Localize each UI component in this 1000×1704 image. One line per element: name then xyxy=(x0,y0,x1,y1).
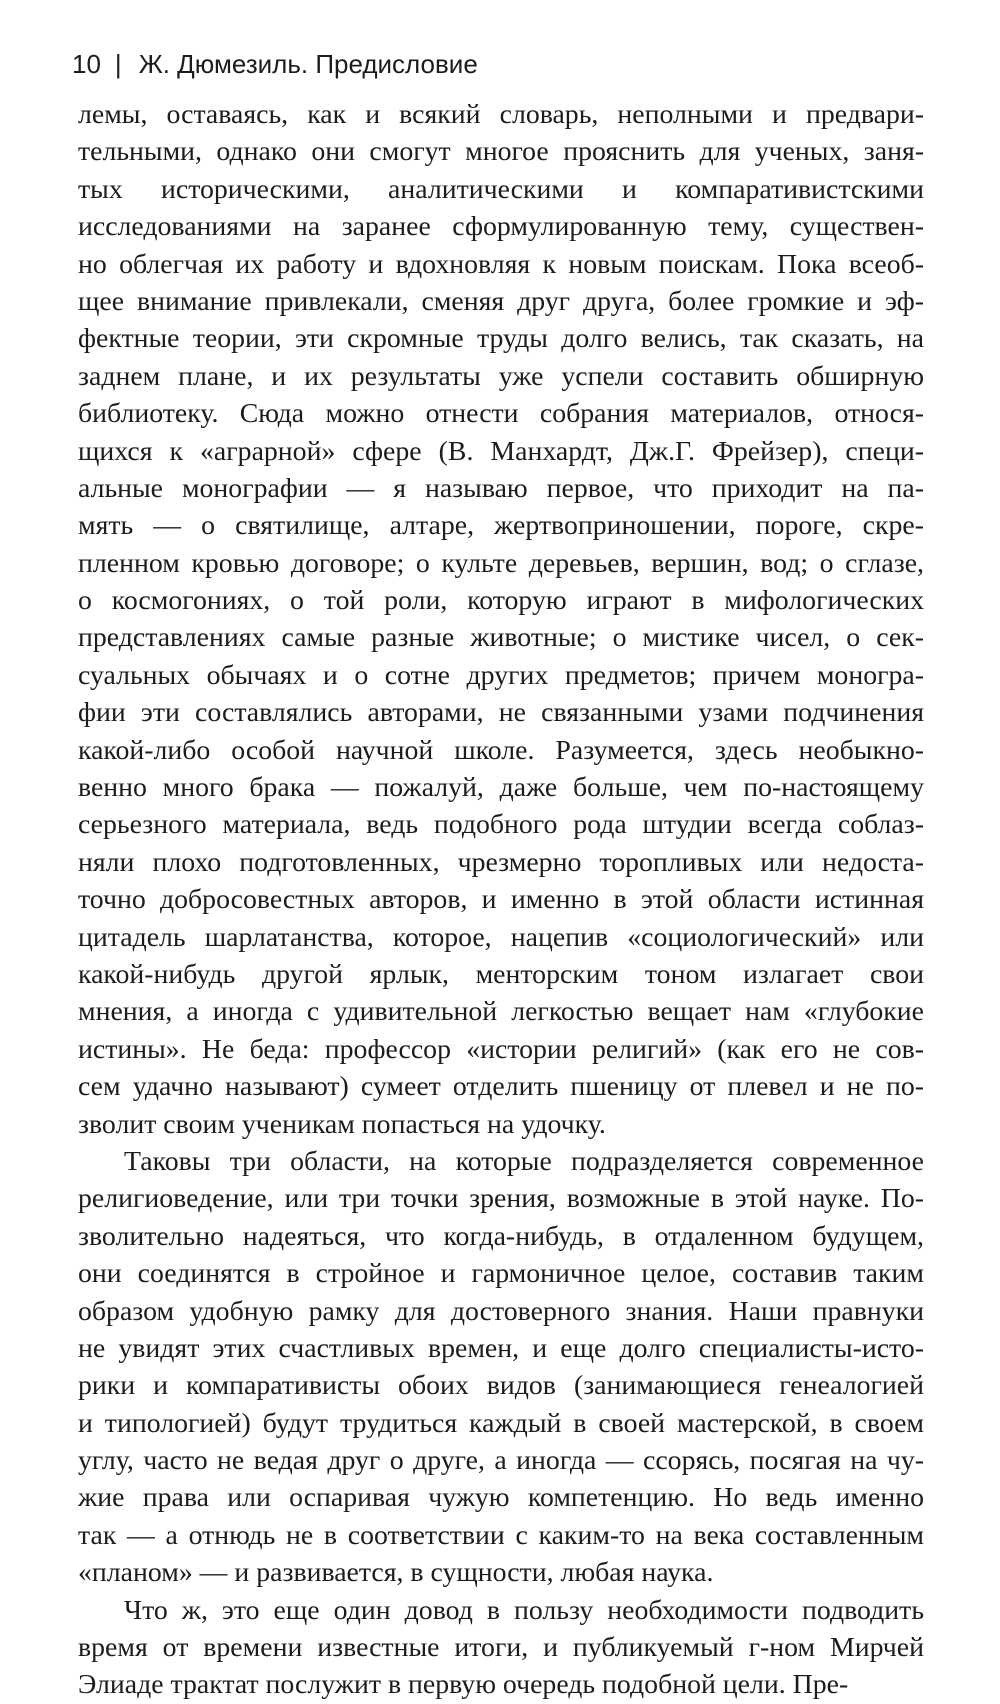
text-line: «планом» — и развивается, в сущности, любая наука. xyxy=(78,1557,714,1589)
text-line: время от времени известные итоги, и публикуемый г-ном Мирчей xyxy=(78,1632,924,1664)
page-number: 10 xyxy=(72,48,101,79)
text-line: о космогониях, о той роли, которую играют в мифологических xyxy=(78,585,924,617)
text-line: религиоведение, или три точки зрения, возможные в этой науке. По- xyxy=(78,1183,924,1215)
text-line: лемы, оставаясь, как и всякий словарь, неполными и предвари- xyxy=(78,99,924,130)
text-line: библиотеку. Сюда можно отнести собрания материалов, относя- xyxy=(78,398,924,430)
text-line: углу, часто не ведая друг о друге, а иногда — ссорясь, посягая на чу- xyxy=(78,1445,924,1477)
text-line: мнения, а иногда с удивительной легкостью вещает нам «глубокие xyxy=(78,996,924,1028)
text-line: жие права или оспаривая чужую компетенцию. Но ведь именно xyxy=(78,1482,924,1514)
text-line: пленном кровью договоре; о культе деревьев, вершин, вод; о сглазе, xyxy=(78,547,924,579)
text-line: точно добросовестных авторов, и именно в этой области истинная xyxy=(78,884,924,916)
paragraph xyxy=(78,96,924,1143)
text-line: альные монографии — я называю первое, что приходит на па- xyxy=(78,472,924,504)
text-line: не увидят этих счастливых времен, и еще долго специалисты-исто- xyxy=(78,1332,924,1364)
text-line: зволит своим ученикам попасться на удочку. xyxy=(78,1108,606,1140)
text-line: представлениях самые разные животные; о мистике чисел, о сек- xyxy=(78,622,924,654)
text-line: венно много брака — пожалуй, даже больше, чем по-настоящему xyxy=(78,772,924,804)
text-line: няли плохо подготовленных, чрезмерно торопливых или недоста- xyxy=(78,846,924,878)
text-line: щее внимание привлекали, сменяя друг друга, более громкие и эф- xyxy=(78,285,924,317)
paragraph xyxy=(78,1143,924,1592)
text-line: какой-либо особой научной школе. Разумеется, здесь необыкно- xyxy=(78,734,924,766)
text-line: они соединятся в стройное и гармоничное целое, составив таким xyxy=(78,1258,924,1290)
text-line: и типологией) будут трудиться каждый в своей мастерской, в своем xyxy=(78,1407,924,1439)
paragraph xyxy=(78,1592,924,1704)
text-line: Элиаде трактат послужит в первую очередь подобной цели. Пре- xyxy=(78,1669,849,1701)
text-line: фектные теории, эти скромные труды долго велись, так сказать, на xyxy=(78,323,924,355)
header-separator: | xyxy=(114,48,122,79)
text-line: истины». Не беда: профессор «истории религий» (как его не сов- xyxy=(78,1033,924,1065)
text-line: так — а отнюдь не в соответствии с каким-то на века составленным xyxy=(78,1519,924,1551)
text-line: сем удачно называют) сумеет отделить пшеницу от плевел и не по- xyxy=(78,1071,924,1103)
running-head xyxy=(72,44,478,84)
text-line: тых историческими, аналитическими и компаративистскими xyxy=(78,173,924,205)
text-line: какой-нибудь другой ярлык, менторским тоном излагает свои xyxy=(78,958,924,990)
text-line: тельными, однако они смогут многое прояснить для ученых, заня- xyxy=(78,136,924,168)
text-line: фии эти составлялись авторами, не связанными узами подчинения xyxy=(78,697,924,729)
body-text xyxy=(78,96,924,1704)
text-line: заднем плане, и их результаты уже успели составить обширную xyxy=(78,360,924,392)
text-line: образом удобную рамку для достоверного знания. Наши правнуки xyxy=(78,1295,924,1327)
text-line: Что ж, это еще один довод в пользу необходимости подводить xyxy=(124,1594,924,1626)
text-line: суальных обычаях и о сотне других предметов; причем моногра- xyxy=(78,659,924,691)
text-line: серьезного материала, ведь подобного рода штудии всегда соблаз- xyxy=(78,809,924,841)
text-line: Таковы три области, на которые подразделяется современное xyxy=(124,1145,924,1177)
running-title: Ж. Дюмезиль. Предисловие xyxy=(138,48,478,79)
text-line: зволительно надеяться, что когда-нибудь, в отдаленном будущем, xyxy=(78,1220,924,1252)
text-line: но облегчая их работу и вдохновляя к новым поискам. Пока всеоб- xyxy=(78,248,924,280)
text-line: исследованиями на заранее сформулированную тему, существен- xyxy=(78,211,924,243)
text-line: щихся к «аграрной» сфере (В. Манхардт, Дж.Г. Фрейзер), специ- xyxy=(78,435,924,467)
text-line: цитадель шарлатанства, которое, нацепив «социологический» или xyxy=(78,921,924,953)
text-line: мять — о святилище, алтаре, жертвоприношении, пороге, скре- xyxy=(78,510,924,542)
text-line: рики и компаративисты обоих видов (занимающиеся генеалогией xyxy=(78,1370,924,1402)
